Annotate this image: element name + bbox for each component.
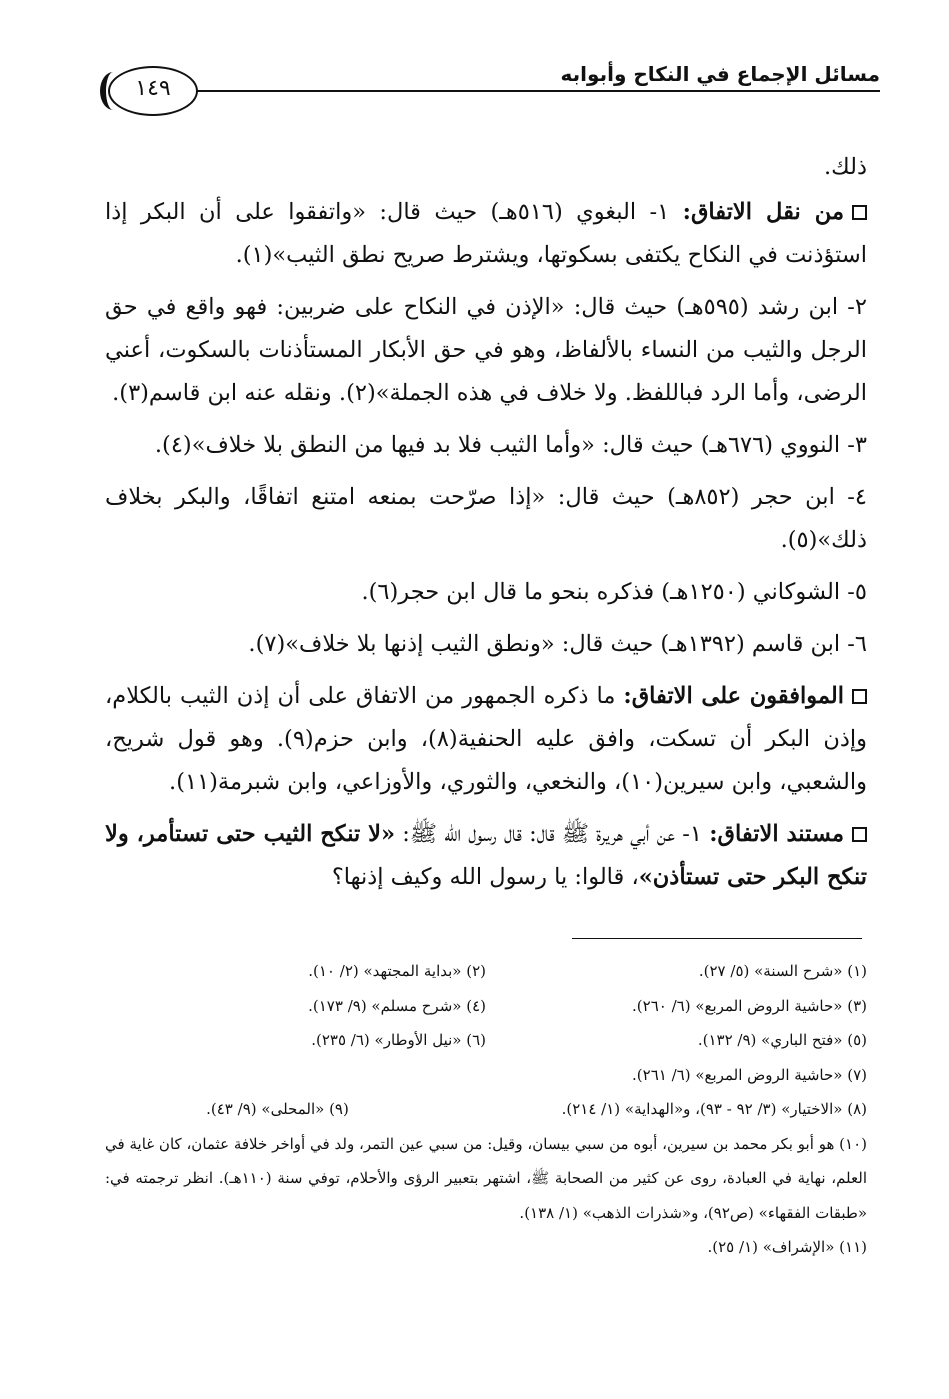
paragraph-text: ٦- ابن قاسم (١٣٩٢هـ) حيث قال: «ونطق الثيب إذنها بلا خلاف»(٧). <box>248 631 867 657</box>
footnote-separator <box>572 938 862 939</box>
footnote: (٢) «بداية المجتهد» (٢/ ١٠). <box>308 962 486 980</box>
footnote-row <box>105 954 867 989</box>
page-number-badge <box>108 66 198 116</box>
paragraph-text: ٣- النووي (٦٧٦هـ) حيث قال: «وأما الثيب فلا بد فيها من النطق بلا خلاف»(٤). <box>154 432 867 458</box>
footnote: (٤) «شرح مسلم» (٩/ ١٧٣). <box>308 996 486 1015</box>
paragraph-text: ما ذكره الجمهور من الاتفاق على أن إذن الثيب بالكلام، وإذن البكر أن تسكت، وافق عليه الحنفية(٨)، وابن حزم(٩). وهو قول شريح، والشعبي، وابن سيرين(١٠)، والنخعي، والثوري، والأوزاعي، وابن شبرمة(١١). <box>105 683 867 795</box>
running-title: مسائل الإجماع في النكاح وأبوابه <box>560 62 880 86</box>
footnote-row <box>105 1023 867 1058</box>
footnote: (٥) «فتح الباري» (٩/ ١٣٢). <box>697 1031 867 1049</box>
section-lead: مستند الاتفاق: <box>709 821 844 847</box>
main-text <box>105 146 867 908</box>
footnote-row <box>105 1092 867 1127</box>
square-bullet-icon <box>852 205 867 220</box>
paragraph <box>105 623 867 666</box>
footnote: (١٠) هو أبو بكر محمد بن سيرين، أبوه من سبي بيسان، وقيل: من سبي عين التمر، ولد في أواخر خلافة عثمان، كان غاية في العلم، نهاية في العبادة، روى عن كثير من الصحابة ﷺ، اشتهر بتعبير الرؤى والأحلام، توفي سنة (١١٠هـ). انظر ترجمته في: «طبقات الفقهاء» (ص٩٢)، و«شذرات الذهب» (١/ ١٣٨). <box>105 1134 867 1222</box>
footnote: (٣) «حاشية الروض المربع» (٦/ ٢٦٠). <box>632 996 867 1015</box>
footnote: (٦) «نيل الأوطار» (٦/ ٢٣٥). <box>311 1031 486 1049</box>
paragraph <box>105 813 867 899</box>
paragraph <box>105 424 867 467</box>
footnote-row <box>105 989 867 1024</box>
footnote: (٩) «المحلى» (٩/ ٤٣). <box>206 1100 349 1118</box>
square-bullet-icon <box>852 689 867 704</box>
paragraph <box>105 571 867 614</box>
paragraph-text: ، قالوا: يا رسول الله وكيف إذنها؟ <box>331 864 639 890</box>
paragraph-text: ذلك. <box>824 154 867 180</box>
section-lead: من نقل الاتفاق: <box>682 199 844 225</box>
page-number: ١٤٩ <box>135 76 171 101</box>
paragraph-text: ٥- الشوكاني (١٢٥٠هـ) فذكره بنحو ما قال ابن حجر(٦). <box>361 579 867 605</box>
paragraph-text: ٢- ابن رشد (٥٩٥هـ) حيث قال: «الإذن في النكاح على ضربين: فهو واقع في حق الرجل والثيب من النساء بالألفاظ، وهو في حق الأبكار المستأذنات بالسكوت، أعني الرضى، وأما الرد فباللفظ. ولا خلاف في هذه الجملة»(٢). ونقله عنه ابن قاسم(٣). <box>105 294 867 406</box>
page-header <box>100 50 880 130</box>
paragraph <box>105 286 867 415</box>
square-bullet-icon <box>852 827 867 842</box>
hadith-quote: «لا تنكح الثيب حتى تستأمر، ولا تنكح البكر حتى تستأذن» <box>105 821 867 890</box>
paragraph-text: ٤- ابن حجر (٨٥٢هـ) حيث قال: «إذا صرّحت بمنعه امتنع اتفاقًا، والبكر بخلاف ذلك»(٥). <box>105 484 868 553</box>
footnotes <box>105 954 867 1265</box>
paragraph-text: ١- البغوي (٥١٦هـ) حيث قال: «واتفقوا على أن البكر إذا استؤذنت في النكاح يكتفى بسكوتها، ويشترط صريح نطق الثيب»(١). <box>105 199 867 268</box>
header-rule <box>195 90 880 92</box>
paragraph <box>105 476 867 562</box>
footnote: (١١) «الإشراف» (١/ ٢٥). <box>707 1238 867 1256</box>
footnote: (٧) «حاشية الروض المربع» (٦/ ٢٦١). <box>632 1065 867 1084</box>
paragraph <box>105 675 867 804</box>
paragraph <box>105 191 867 277</box>
footnote: (١) «شرح السنة» (٥/ ٢٧). <box>698 962 867 980</box>
section-lead: الموافقون على الاتفاق: <box>623 683 845 709</box>
paragraph-text: ١- عن أبي هريرة ﷺ قال: قال رسول الله ﷺ: <box>395 821 710 847</box>
footnote: (٨) «الاختيار» (٣/ ٩٢ - ٩٣)، و«الهداية» (١/ ٢١٤). <box>561 1100 867 1118</box>
paragraph <box>105 146 867 189</box>
